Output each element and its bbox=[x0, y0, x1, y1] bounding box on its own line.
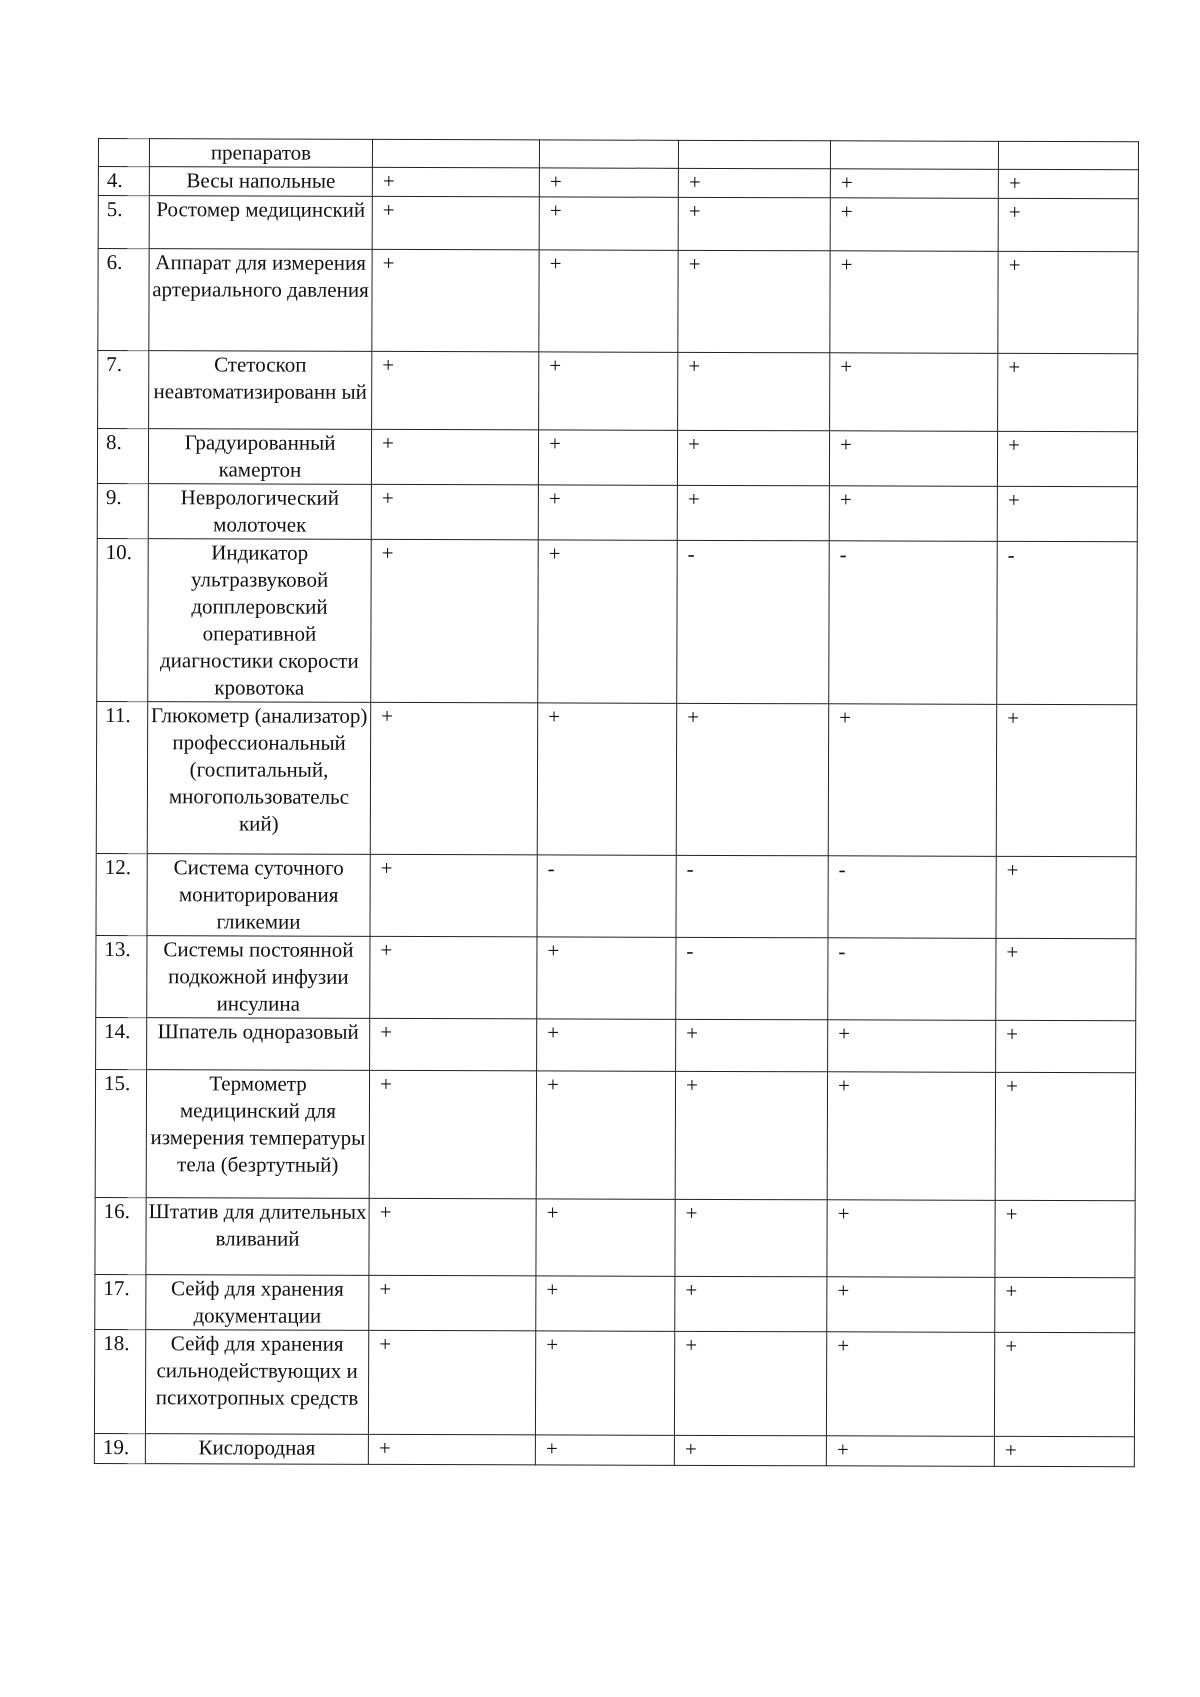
availability-mark-cell: + bbox=[539, 250, 678, 352]
equipment-name-cell: Весы напольные bbox=[149, 167, 372, 197]
availability-mark-cell: + bbox=[676, 703, 828, 855]
table-row bbox=[94, 1329, 1134, 1436]
availability-mark-cell: - bbox=[537, 855, 676, 937]
availability-mark-cell: + bbox=[538, 540, 678, 703]
availability-mark-cell: + bbox=[538, 430, 677, 485]
availability-mark-cell: + bbox=[677, 485, 829, 540]
equipment-name-cell: Термометр медицинский для измерения температуры тела (безртутный) bbox=[146, 1070, 369, 1199]
table-row bbox=[98, 196, 1138, 252]
availability-mark-cell: + bbox=[372, 351, 539, 430]
availability-mark-cell: - bbox=[828, 856, 996, 939]
availability-mark-cell: + bbox=[676, 1019, 828, 1071]
table-row bbox=[98, 139, 1138, 170]
availability-mark-cell: + bbox=[675, 1276, 827, 1331]
table-row bbox=[94, 1433, 1134, 1466]
availability-mark-cell: + bbox=[830, 169, 998, 199]
row-number-cell: 10. bbox=[97, 538, 149, 701]
table-row bbox=[97, 538, 1138, 704]
table-row bbox=[98, 167, 1138, 199]
availability-mark-cell: + bbox=[996, 1020, 1136, 1072]
availability-mark-cell: + bbox=[368, 1330, 535, 1435]
availability-mark-cell: - bbox=[677, 540, 830, 703]
availability-mark-cell: + bbox=[372, 249, 539, 352]
availability-mark-cell: + bbox=[830, 353, 998, 432]
availability-mark-cell bbox=[830, 141, 998, 170]
availability-mark-cell: + bbox=[830, 198, 998, 252]
row-number-cell: 19. bbox=[94, 1433, 145, 1463]
row-number-cell bbox=[98, 139, 149, 167]
table-row bbox=[95, 1069, 1135, 1200]
availability-mark-cell: + bbox=[828, 1020, 996, 1073]
availability-mark-cell: + bbox=[830, 251, 998, 354]
availability-mark-cell: + bbox=[674, 1331, 826, 1435]
availability-mark-cell: + bbox=[995, 1200, 1135, 1277]
availability-mark-cell: + bbox=[538, 485, 677, 540]
availability-mark-cell: + bbox=[674, 1435, 826, 1465]
row-number-cell: 5. bbox=[98, 196, 149, 249]
availability-mark-cell: + bbox=[371, 429, 538, 485]
equipment-name-cell: Шпатель одноразовый bbox=[147, 1018, 370, 1071]
equipment-name-cell: Штатив для длительных вливаний bbox=[146, 1198, 369, 1276]
equipment-name-cell: Аппарат для измерения артериального давления bbox=[149, 249, 372, 352]
availability-mark-cell: + bbox=[827, 1277, 995, 1333]
availability-mark-cell: + bbox=[994, 1436, 1134, 1466]
table-row bbox=[96, 701, 1136, 856]
availability-mark-cell: + bbox=[536, 1071, 675, 1199]
table-body bbox=[94, 139, 1138, 1467]
equipment-name-cell: Градуированный камертон bbox=[148, 429, 371, 485]
availability-mark-cell: + bbox=[536, 1199, 675, 1276]
availability-mark-cell: + bbox=[536, 1276, 675, 1331]
availability-mark-cell: + bbox=[370, 702, 537, 855]
availability-mark-cell: + bbox=[372, 196, 539, 250]
equipment-name-cell: Ростомер медицинский bbox=[149, 196, 372, 250]
availability-mark-cell: + bbox=[368, 1434, 535, 1465]
availability-mark-cell: + bbox=[370, 854, 537, 937]
availability-mark-cell: + bbox=[537, 937, 676, 1019]
availability-mark-cell: + bbox=[371, 484, 538, 540]
row-number-cell: 8. bbox=[97, 429, 148, 484]
availability-mark-cell: + bbox=[827, 1072, 995, 1201]
row-number-cell: 4. bbox=[98, 167, 149, 196]
equipment-name-cell: Неврологический молоточек bbox=[148, 484, 371, 540]
equipment-name-cell: Индикатор ультразвуковой допплеровский оперативной диагностики скорости кровотока bbox=[148, 539, 372, 703]
availability-mark-cell: + bbox=[829, 486, 997, 542]
availability-mark-cell: - bbox=[676, 937, 828, 1019]
availability-mark-cell: + bbox=[369, 1070, 536, 1199]
equipment-table bbox=[94, 138, 1139, 1467]
row-number-cell: 11. bbox=[96, 701, 147, 853]
availability-mark-cell: + bbox=[828, 704, 996, 857]
availability-mark-cell: + bbox=[675, 1199, 827, 1276]
row-number-cell: 6. bbox=[98, 249, 149, 351]
availability-mark-cell: + bbox=[369, 1275, 536, 1331]
table-row bbox=[95, 1274, 1135, 1332]
availability-mark-cell: + bbox=[369, 1198, 536, 1276]
availability-mark-cell: + bbox=[995, 1277, 1135, 1332]
row-number-cell: 14. bbox=[96, 1017, 147, 1069]
table-row bbox=[97, 483, 1137, 541]
table-row bbox=[96, 853, 1136, 938]
availability-mark-cell: + bbox=[678, 352, 830, 430]
availability-mark-cell: + bbox=[371, 539, 539, 703]
table-row bbox=[96, 1017, 1136, 1072]
availability-mark-cell: + bbox=[535, 1435, 674, 1465]
availability-mark-cell: - bbox=[997, 541, 1138, 704]
availability-mark-cell bbox=[372, 139, 539, 168]
equipment-name-cell: Система суточного мониторирования гликемии bbox=[147, 854, 370, 937]
availability-mark-cell: + bbox=[998, 169, 1138, 198]
equipment-name-cell: Системы постоянной подкожной инфузии инсулина bbox=[147, 936, 370, 1019]
availability-mark-cell: + bbox=[994, 1332, 1134, 1436]
availability-mark-cell: + bbox=[995, 1072, 1135, 1200]
availability-mark-cell: + bbox=[372, 167, 539, 197]
row-number-cell: 12. bbox=[96, 853, 147, 935]
table-row bbox=[96, 935, 1136, 1020]
availability-mark-cell: + bbox=[539, 168, 678, 197]
equipment-name-cell: Сейф для хранения документации bbox=[146, 1275, 369, 1331]
availability-mark-cell bbox=[998, 141, 1138, 169]
row-number-cell: 13. bbox=[96, 935, 147, 1017]
availability-mark-cell: + bbox=[826, 1332, 994, 1437]
availability-mark-cell: + bbox=[826, 1436, 994, 1467]
equipment-name-cell: Стетоскоп неавтоматизированн ый bbox=[149, 351, 372, 430]
availability-mark-cell: - bbox=[828, 938, 996, 1021]
availability-mark-cell: + bbox=[678, 168, 830, 197]
availability-mark-cell: + bbox=[539, 352, 678, 430]
availability-mark-cell: + bbox=[996, 938, 1136, 1020]
equipment-name-cell: Глюкометр (анализатор) профессиональный (госпитальный, многопользовательс кий) bbox=[147, 702, 370, 855]
availability-mark-cell: + bbox=[997, 431, 1137, 486]
availability-mark-cell: - bbox=[676, 855, 828, 937]
row-number-cell: 16. bbox=[95, 1197, 146, 1274]
table-row bbox=[95, 1197, 1135, 1277]
equipment-name-cell: Сейф для хранения сильнодействующих и психотропных средств bbox=[145, 1330, 368, 1435]
table-row bbox=[97, 429, 1137, 487]
availability-mark-cell bbox=[678, 140, 830, 168]
availability-mark-cell: + bbox=[539, 197, 678, 250]
availability-mark-cell: + bbox=[535, 1331, 674, 1435]
availability-mark-cell: + bbox=[998, 198, 1138, 251]
row-number-cell: 17. bbox=[95, 1274, 146, 1329]
availability-mark-cell: + bbox=[678, 250, 830, 352]
availability-mark-cell: + bbox=[998, 353, 1138, 431]
availability-mark-cell: + bbox=[675, 1071, 827, 1199]
equipment-name-cell: препаратов bbox=[149, 139, 372, 168]
table-row bbox=[98, 351, 1138, 432]
row-number-cell: 15. bbox=[95, 1069, 146, 1197]
availability-mark-cell bbox=[539, 140, 678, 168]
availability-mark-cell: + bbox=[678, 197, 830, 250]
availability-mark-cell: + bbox=[998, 251, 1138, 353]
availability-mark-cell: + bbox=[996, 704, 1136, 856]
availability-mark-cell: + bbox=[677, 430, 829, 485]
availability-mark-cell: - bbox=[829, 541, 998, 705]
equipment-name-cell: Кислородная bbox=[145, 1434, 368, 1465]
row-number-cell: 9. bbox=[97, 483, 148, 538]
availability-mark-cell: + bbox=[370, 936, 537, 1019]
availability-mark-cell: + bbox=[537, 703, 676, 855]
availability-mark-cell: + bbox=[827, 1200, 995, 1278]
table-row bbox=[98, 249, 1138, 354]
availability-mark-cell: + bbox=[370, 1018, 537, 1071]
availability-mark-cell: + bbox=[996, 856, 1136, 938]
row-number-cell: 18. bbox=[94, 1329, 145, 1433]
row-number-cell: 7. bbox=[98, 351, 149, 429]
availability-mark-cell: + bbox=[537, 1019, 676, 1071]
availability-mark-cell: + bbox=[997, 486, 1137, 541]
availability-mark-cell: + bbox=[829, 431, 997, 487]
